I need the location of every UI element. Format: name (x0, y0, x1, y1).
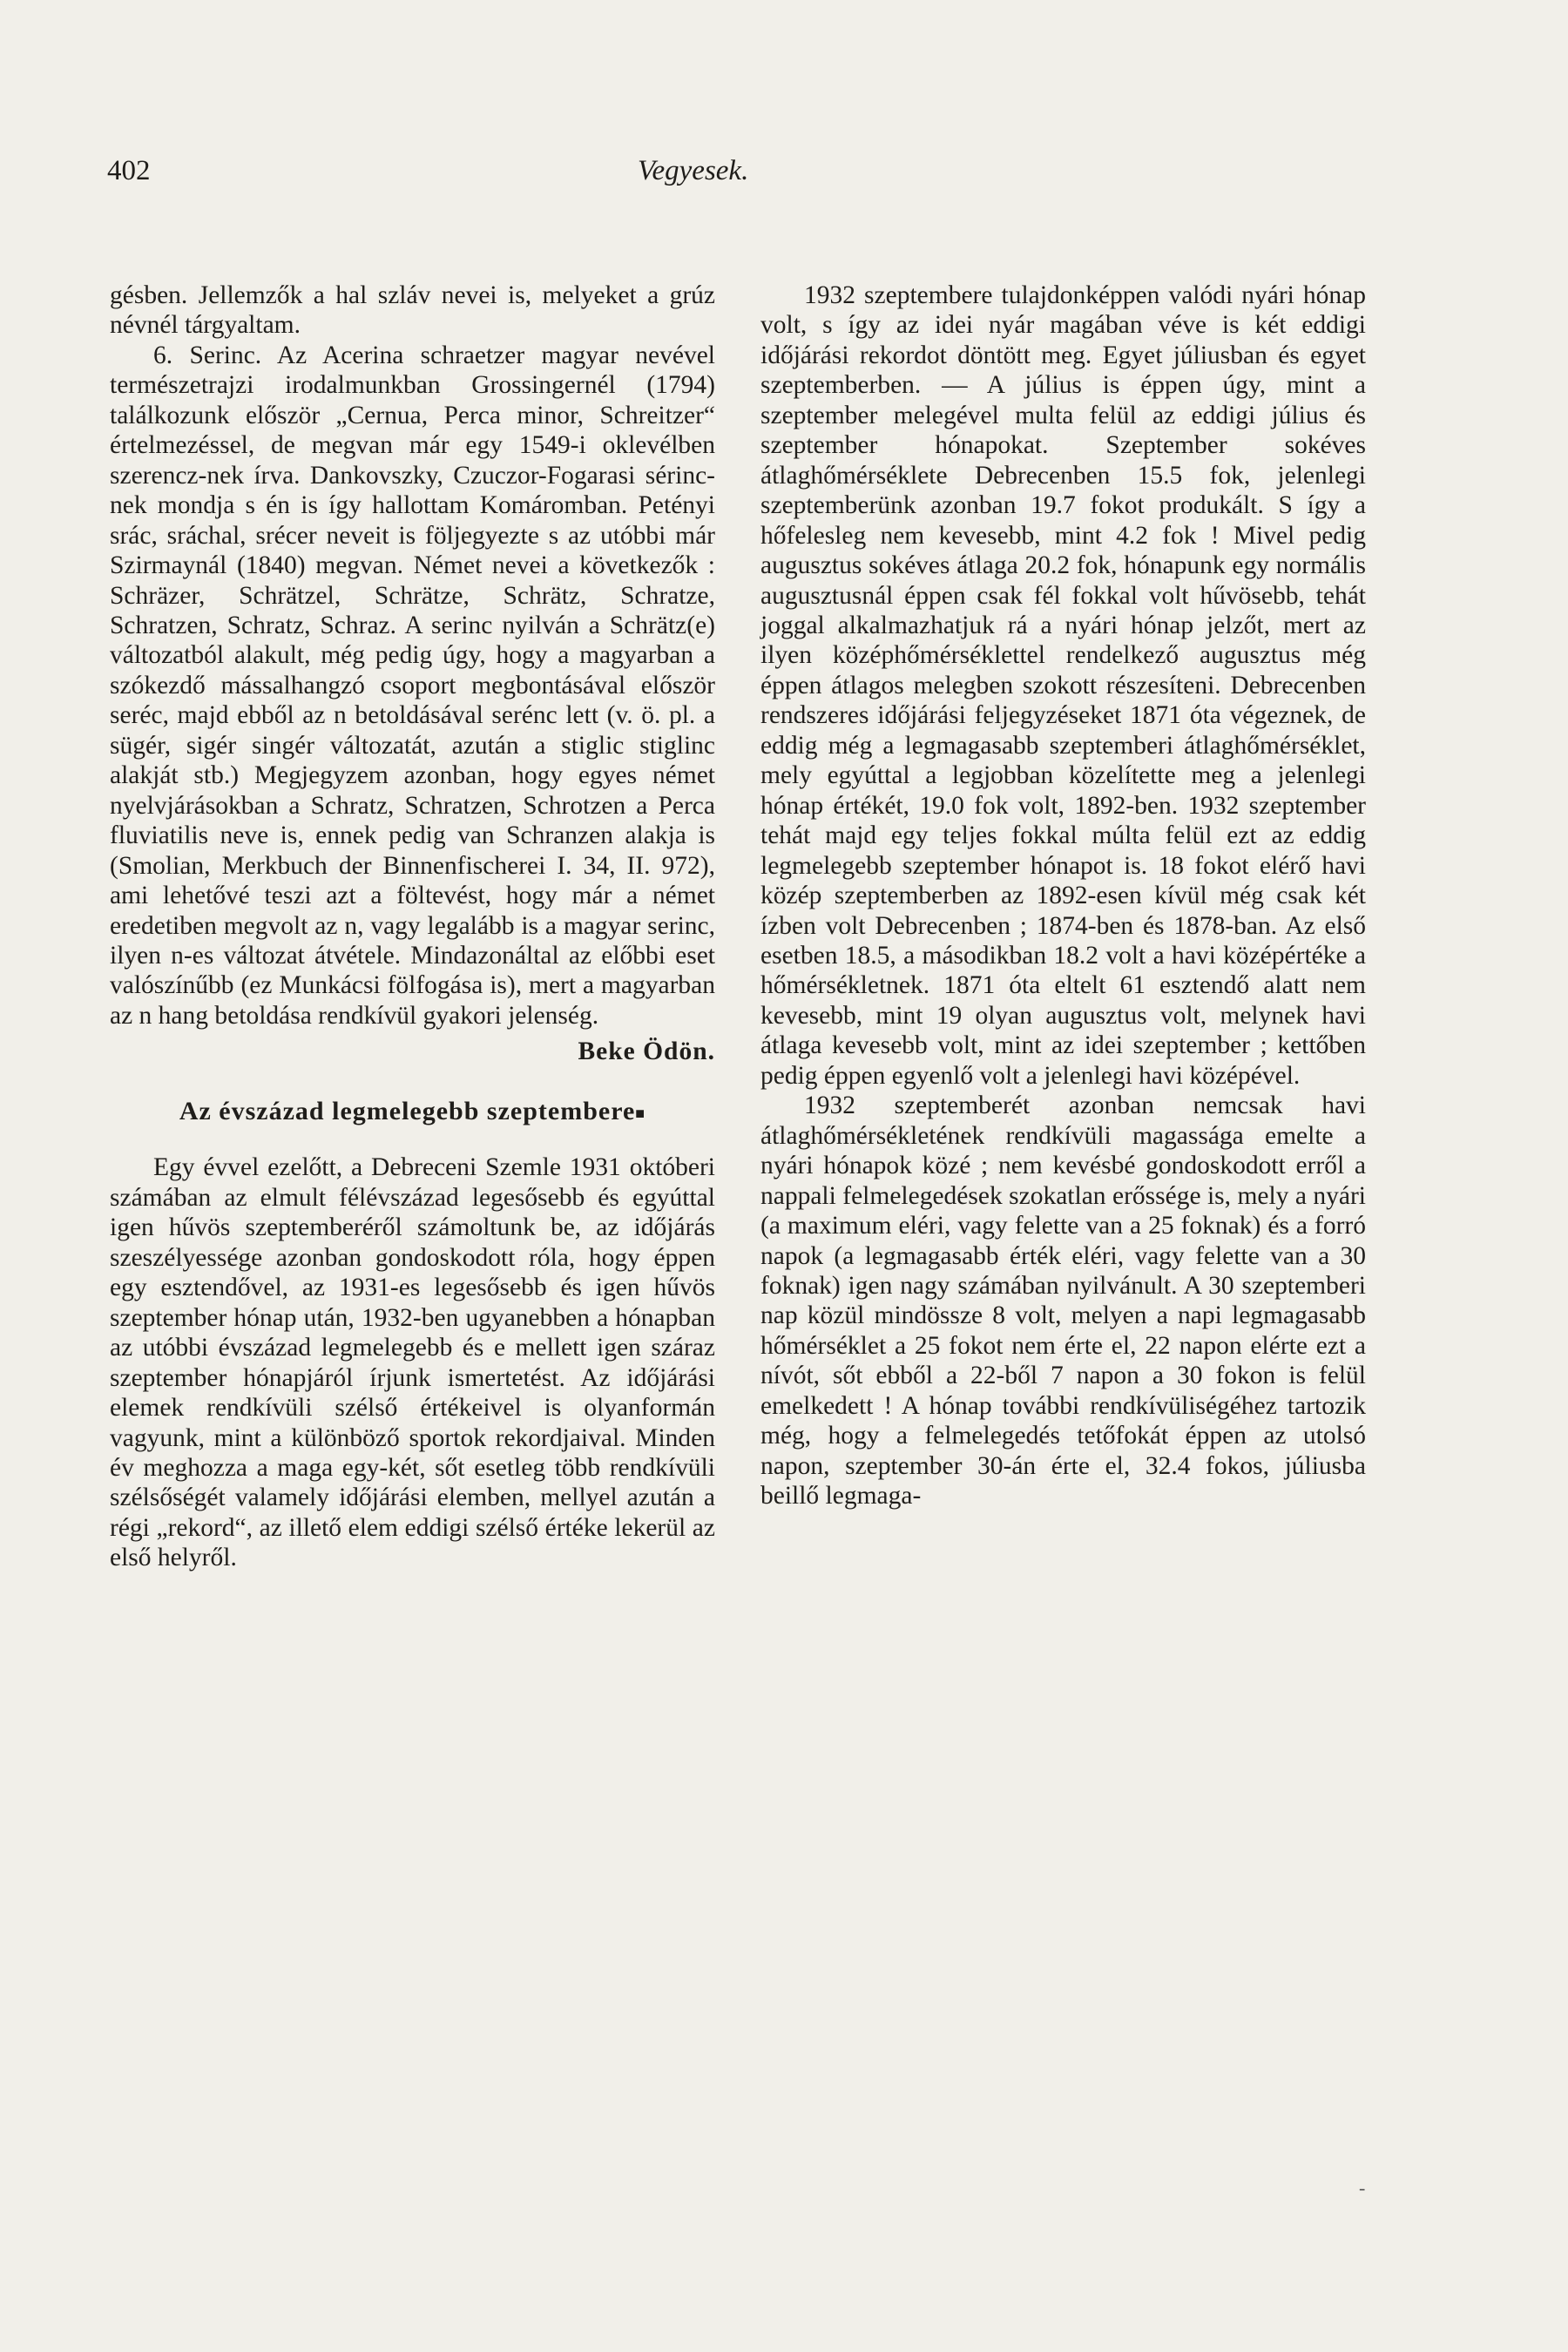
article-title (110, 1095, 715, 1130)
left-column (110, 280, 715, 1573)
page-header (0, 155, 1568, 199)
page-number: 402 (107, 155, 151, 186)
left-paragraph-serinc: 6. Serinc. Az Acerina schraetzer magyar nevével természetrajzi irodalmunkban Grossingernél (1794) találkozunk először „Cernua, Perca minor, Schreitzer“ értelmezéssel, de megvan már egy 1549-i oklevélben szerencz-nek írva. Dankovszky, Czuczor-Fogarasi sérinc-nek mondja s én is így hallottam Komáromban. Petényi srác, sráchal, srécer neveit is följegyezte s az utóbbi már Szirmaynál (1840) megvan. Német nevei a következők : Schräzer, Schrätzel, Schrätze, Schrätz, Schratze, Schratzen, Schratz, Schraz. A serinc nyilván a Schrätz(e) változatból alakult, még pedig úgy, hogy a magyarban a szókezdő mássalhangzó csoport megbontásával először seréc, majd ebből az n betoldásával serénc lett (v. ö. pl. a sügér, sigér singér változatát, azután a stiglic stiglinc alakját stb.) Megjegyzem azonban, hogy egyes német nyelvjárásokban a Schratz, Schratzen, Schrotzen a Perca fluviatilis neve is, ennek pedig van Schranzen alakja is (Smolian, Merkbuch der Binnenfischerei I. 34, II. 972), ami lehetővé teszi azt a föltevést, hogy már a német eredetiben megvolt az n, vagy legalább is a magyar serinc, ilyen n-es változat átvétele. Mindazonáltal az előbbi eset valószínűbb (ez Munkácsi fölfogása is), mert a magyarban az n hang betoldása rendkívül gyakori jelenség. (110, 341, 715, 1030)
article-title-text: Az évszázad legmelegebb szeptembere (179, 1097, 636, 1126)
article-title-mark: ■ (635, 1105, 646, 1123)
running-title: Vegyesek. (638, 155, 749, 186)
right-paragraph-1: 1932 szeptembere tulajdonképpen valódi nyári hónap volt, s így az idei nyár magában véve is két eddigi időjárási rekordot döntött meg. Egyet júliusban és egyet szeptemberben. — A július is éppen úgy, mint a szeptember melegével multa felül az eddigi július és szeptember hónapokat. Szeptember sokéves átlaghőmérséklete Debrecenben 15.5 fok, jelenlegi szeptemberünk azonban 19.7 fokot produkált. S így a hőfelesleg nem kevesebb, mint 4.2 fok ! Mivel pedig augusztus sokéves átlaga 20.2 fok, hónapunk egy normális augusztusnál éppen csak fél fokkal volt hűvösebb, tehát joggal alkalmazhatjuk rá a nyári hónap jelzőt, mert az ilyen középhőmérséklettel rendelkező augusztus még éppen átlagos melegben szokott részesíteni. Debrecenben rendszeres időjárási feljegyzéseket 1871 óta végeznek, de eddig még a legmagasabb szeptemberi átlaghőmérséklet, mely egyúttal a legjobban közelítette meg a jelenlegi hónap értékét, 19.0 fok volt, 1892-ben. 1932 szeptember tehát majd egy teljes fokkal múlta felül ezt az eddig legmelegebb szeptember hónapot is. 18 fokot elérő havi közép szeptemberben az 1892-esen kívül még csak két ízben volt Debrecenben ; 1874-ben és 1878-ban. Az első esetben 18.5, a másodikban 18.2 volt a havi középértéke a hőmérsékletnek. 1871 óta eltelt 61 esztendő alatt nem kevesebb, mint 19 olyan augusztus volt, melynek havi átlaga kevesebb volt, mint az idei szeptember ; kettőben pedig éppen egyenlő volt a jelenlegi havi középével. (760, 281, 1366, 1090)
left-paragraph-article-intro: Egy évvel ezelőtt, a Debreceni Szemle 1931 októberi számában az elmult félévszázad legesősebb és egyúttal igen hűvös szeptemberéről számoltunk be, az időjárás szeszélyessége azonban gondoskodott róla, hogy éppen egy esztendővel, az 1931-es legesősebb és igen hűvös szeptember hónap után, 1932-ben ugyanebben a hónapban az utóbbi évszázad legmelegebb és e mellett igen száraz szeptember hónapjáról írjunk ismertetést. Az időjárási elemek rendkívüli szélső értékeivel is olyanformán vagyunk, mint a különböző sportok rekordjaival. Minden év meghozza a maga egy-két, sőt esetleg több rendkívüli szélsőségét valamely időjárási elemben, mellyel azután a régi „rekord“, az illető elem eddigi szélső értéke lekerül az első helyről. (110, 1153, 715, 1572)
left-paragraph-1: gésben. Jellemzők a hal szláv nevei is, melyeket a grúz névnél tárgyaltam. (110, 281, 715, 340)
author-signature: Beke Ödön. (578, 1037, 715, 1066)
tail-mark: - (1359, 2177, 1366, 2199)
right-column (760, 280, 1366, 1511)
right-paragraph-2: 1932 szeptemberét azonban nemcsak havi átlaghőmérsékletének rendkívüli magassága emelte a nyári hónapok közé ; nem kevésbé gondoskodott erről a nappali felmelegedések szokatlan erőssége is, mely a nyári (a maximum eléri, vagy felette van a 25 foknak) és a forró napok (a legmagasabb érték eléri, vagy felette van a 30 foknak) igen nagy számában nyilvánult. A 30 szeptemberi nap közül mindössze 8 volt, melyen a napi legmagasabb hőmérséklet a 25 fokot nem érte el, 22 napon elérte ezt a nívót, sőt ebből a 22-ből 7 napon a 30 fokon is felül emelkedett ! A hónap további rendkívüliségéhez tartozik még, hogy a felmelegedés tetőfokát éppen az utolsó napon, szeptember 30-án érte el, 32.4 fokos, júliusba beillő legmaga- (760, 1092, 1366, 1511)
